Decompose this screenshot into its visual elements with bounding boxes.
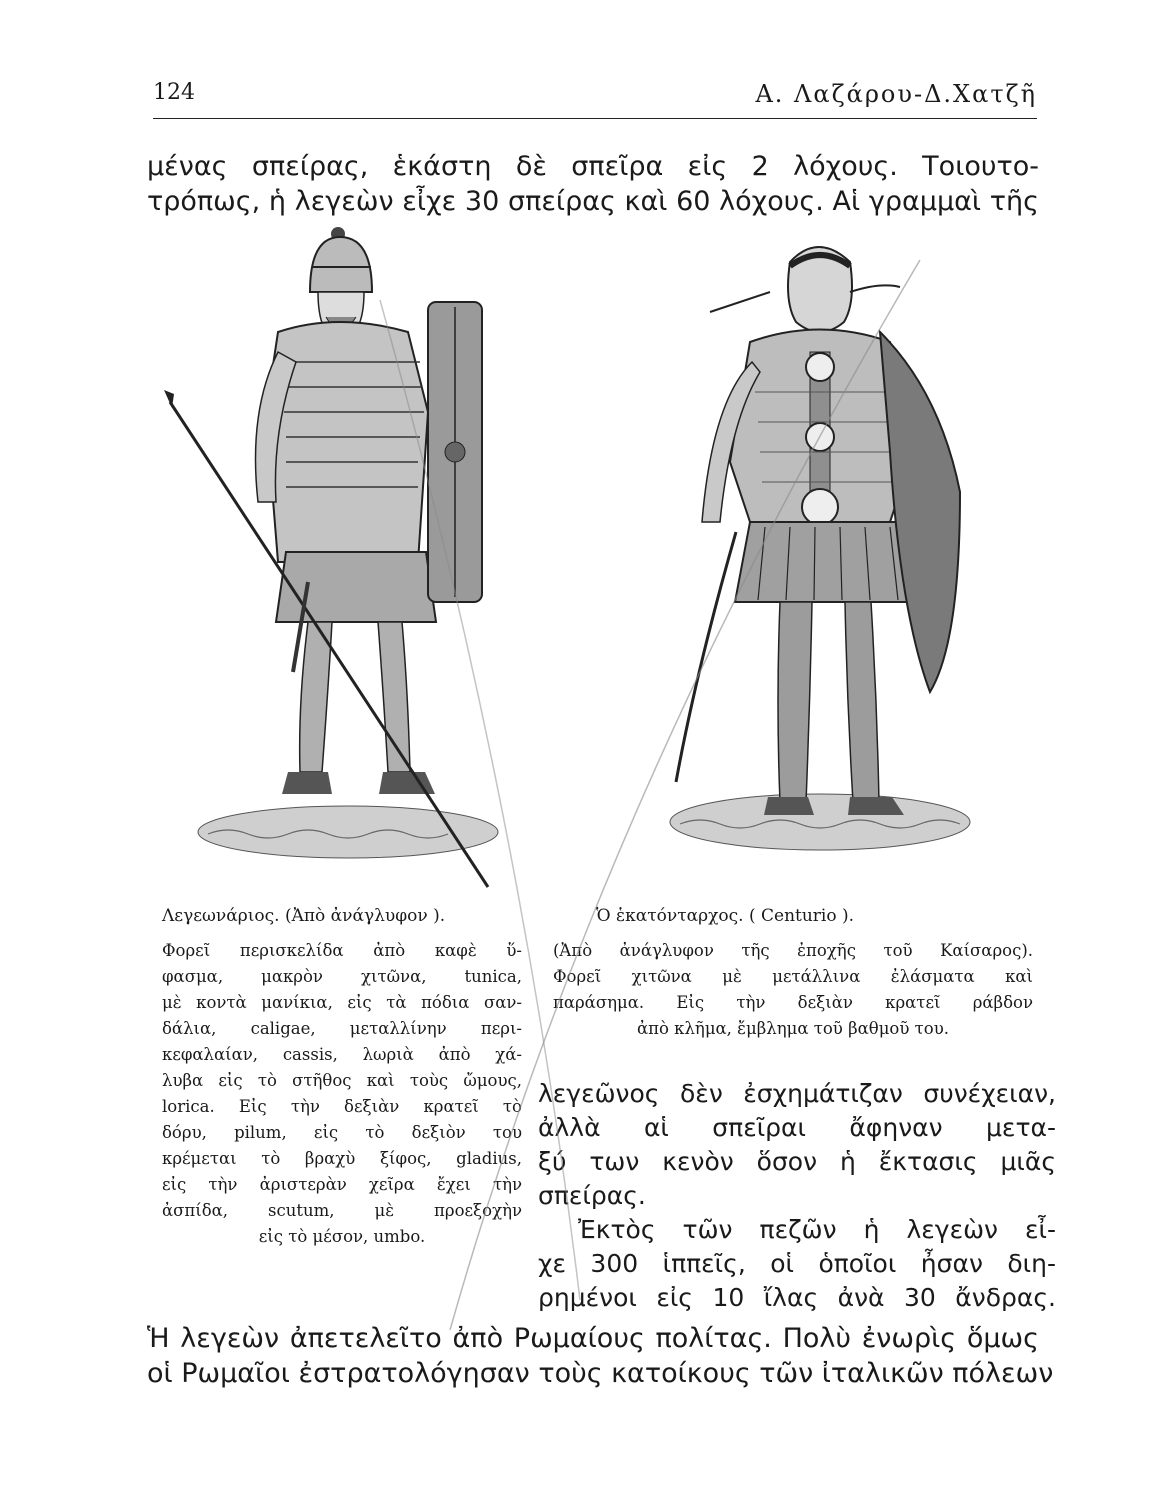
legionary-caption-line: δόρυ, pilum, εἰς τὸ δεξιὸν του bbox=[162, 1123, 522, 1142]
legionary-caption-line: εἰς τὴν ἀριστερὰν χεῖρα ἔχει τὴν bbox=[162, 1175, 522, 1194]
intro-line-2: τρόπως, ἡ λεγεὼν εἶχε 30 σπείρας καὶ 60 λόχους. Αἱ γραμμαὶ τῆς bbox=[147, 186, 1039, 217]
legionary-caption-line: μὲ κοντὰ μανίκια, εἰς τὰ πόδια σαν- bbox=[162, 993, 522, 1012]
running-header bbox=[153, 80, 1037, 114]
legionary-caption-line: κεφαλαίαν, cassis, λωριὰ ἀπὸ χά- bbox=[162, 1045, 522, 1064]
legionary-caption-title: Λεγεωνάριος. (Ἀπὸ ἀνάγλυφον ). bbox=[162, 906, 446, 926]
legionary-caption-line: κρέμεται τὸ βραχὺ ξίφος, gladius, bbox=[162, 1149, 522, 1168]
legionary-caption-line: δάλια, caligae, μεταλλίνην περι- bbox=[162, 1019, 522, 1038]
centurion-caption bbox=[553, 938, 1033, 1042]
legionary-illustration bbox=[158, 222, 518, 902]
centurion-caption-line: (Ἀπὸ ἀνάγλυφον τῆς ἐποχῆς τοῦ Καίσαρος). bbox=[553, 941, 1033, 960]
legionary-caption-line: λυβα εἰς τὸ στῆθος καὶ τοὺς ὤμους, bbox=[162, 1071, 522, 1090]
legionary-caption bbox=[162, 938, 522, 1250]
centurion-caption-line: Φορεῖ χιτῶνα μὲ μετάλλινα ἐλάσματα καὶ bbox=[553, 967, 1033, 986]
closing-line-1: Ἡ λεγεὼν ἀπετελεῖτο ἀπὸ Ρωμαίους πολίτας. Πολὺ ἐνωρὶς ὅμως bbox=[147, 1323, 1039, 1354]
legionary-caption-line: lorica. Εἰς τὴν δεξιὰν κρατεῖ τὸ bbox=[162, 1097, 522, 1116]
legionary-caption-line: εἰς τὸ μέσον, umbo. bbox=[258, 1227, 426, 1246]
running-head-authors: Α. Λαζάρου-Δ.Χατζῆ bbox=[755, 80, 1037, 108]
centurion-caption-line: ἀπὸ κλῆμα, ἔμβλημα τοῦ βαθμοῦ του. bbox=[637, 1019, 949, 1038]
legionary-caption-line: Φορεῖ περισκελίδα ἀπὸ καφὲ ὕ- bbox=[162, 941, 522, 960]
header-rule bbox=[153, 118, 1037, 119]
body-line: Ἐκτὸς τῶν πεζῶν ἡ λεγεὼν εἶ- bbox=[578, 1215, 1056, 1244]
centurion-illustration bbox=[640, 222, 990, 902]
body-line: ξύ των κενὸν ὅσον ἡ ἔκτασις μιᾶς bbox=[538, 1147, 1056, 1176]
centurion-caption-title: Ὁ ἑκατόνταρχος. ( Centurio ). bbox=[596, 906, 855, 926]
body-line: ρημένοι εἰς 10 ἴλας ἀνὰ 30 ἄνδρας. bbox=[538, 1283, 1056, 1312]
body-line: ἀλλὰ αἱ σπεῖραι ἄφηναν μετα- bbox=[538, 1113, 1056, 1142]
closing-line-2: οἱ Ρωμαῖοι ἐστρατολόγησαν τοὺς κατοίκους τῶν ἰταλικῶν πόλεων bbox=[147, 1358, 1054, 1389]
body-line: λεγεῶνος δὲν ἐσχημάτιζαν συνέχειαν, bbox=[538, 1079, 1056, 1108]
legionary-caption-line: φασμα, μακρὸν χιτῶνα, tunica, bbox=[162, 967, 522, 986]
legionary-caption-line: ἀσπίδα, scutum, μὲ προεξοχὴν bbox=[162, 1201, 522, 1220]
body-line: χε 300 ἱππεῖς, οἱ ὁποῖοι ἦσαν διη- bbox=[538, 1249, 1056, 1278]
intro-line-1: μένας σπείρας, ἑκάστη δὲ σπεῖρα εἰς 2 λόχους. Τοιουτο- bbox=[147, 151, 1039, 182]
centurion-caption-line: παράσημα. Εἰς τὴν δεξιὰν κρατεῖ ράβδον bbox=[553, 993, 1033, 1012]
page-number: 124 bbox=[153, 80, 195, 105]
body-right-column bbox=[538, 1077, 1056, 1315]
body-line: σπείρας. bbox=[538, 1181, 646, 1210]
